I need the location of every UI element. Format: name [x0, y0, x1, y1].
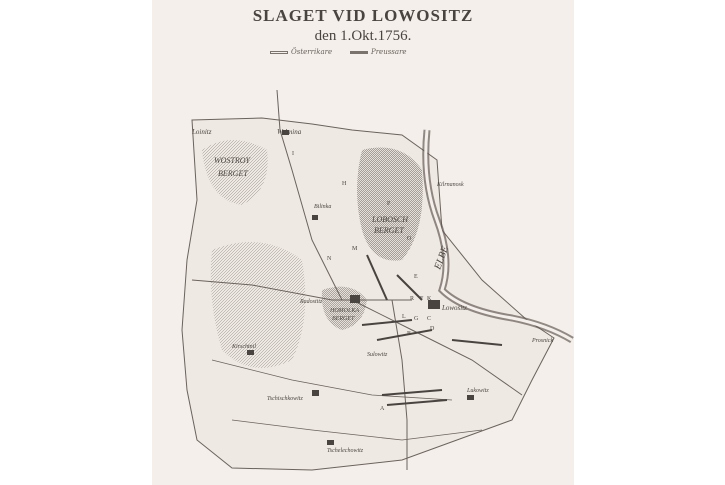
label-kirschtnil: Kirschtnil: [232, 344, 257, 350]
position-letter-l: L: [402, 314, 406, 320]
label-tschelechowitz: Tschelechowitz: [327, 448, 364, 454]
label-wostroy: WOSTROY: [214, 156, 251, 165]
position-letter-p: P: [387, 201, 391, 207]
position-letter-n: N: [327, 256, 332, 262]
legend-prussians-label: Preussare: [371, 48, 407, 56]
position-letter-o: O: [407, 236, 412, 242]
label-lukowitz: Lukowitz: [467, 388, 489, 394]
legend-austrians-label: Österrikare: [291, 48, 333, 56]
label-loinitz: Loinitz: [192, 128, 212, 136]
label-lowositz: Lowositz: [442, 304, 467, 312]
village-marker: [467, 395, 474, 400]
position-letter-r: R: [410, 296, 415, 302]
label-lobosch: LOBOSCH: [372, 215, 409, 224]
village-marker: [350, 295, 360, 303]
label-elbe: ELBE: [432, 244, 451, 272]
label-berget-3: BERGET: [332, 316, 355, 322]
position-letter-g: G: [414, 316, 419, 322]
label-kilrnanosk: Kilrnanosk: [437, 182, 464, 188]
position-letter-a: A: [380, 406, 385, 412]
label-tschischkowitz: Tschischkowitz: [267, 396, 303, 402]
village-marker: [312, 390, 319, 396]
label-radostitz: Radostitz: [300, 299, 323, 305]
western-hills: [211, 242, 306, 368]
position-letter-b: B: [407, 331, 412, 337]
label-homolka: HOMOLKA: [330, 308, 360, 314]
position-letter-m: M: [352, 246, 358, 252]
map-title: SLAGET VID LOWOSITZ: [252, 6, 474, 25]
position-letter-i: I: [292, 151, 294, 157]
position-letter-c: C: [427, 316, 432, 322]
label-welmina: Welmina: [277, 128, 302, 136]
map-date: den 1.Okt.1756.: [314, 28, 412, 44]
position-letter-e: E: [414, 274, 418, 280]
label-sulowitz: Sulowitz: [367, 352, 388, 358]
position-letter-d: D: [430, 326, 435, 332]
position-letter-k: K: [427, 296, 432, 302]
label-prosnick: Prosnick: [532, 338, 554, 344]
label-bilinka: Bilinka: [314, 204, 332, 210]
village-marker: [247, 350, 254, 355]
position-letter-h: H: [342, 181, 347, 187]
battle-map: [152, 0, 574, 485]
label-berget-2: BERGET: [374, 226, 404, 235]
village-marker: [312, 215, 318, 220]
label-berget-1: BERGET: [218, 169, 248, 178]
village-marker: [327, 440, 334, 445]
position-letter-f: F: [420, 296, 424, 302]
